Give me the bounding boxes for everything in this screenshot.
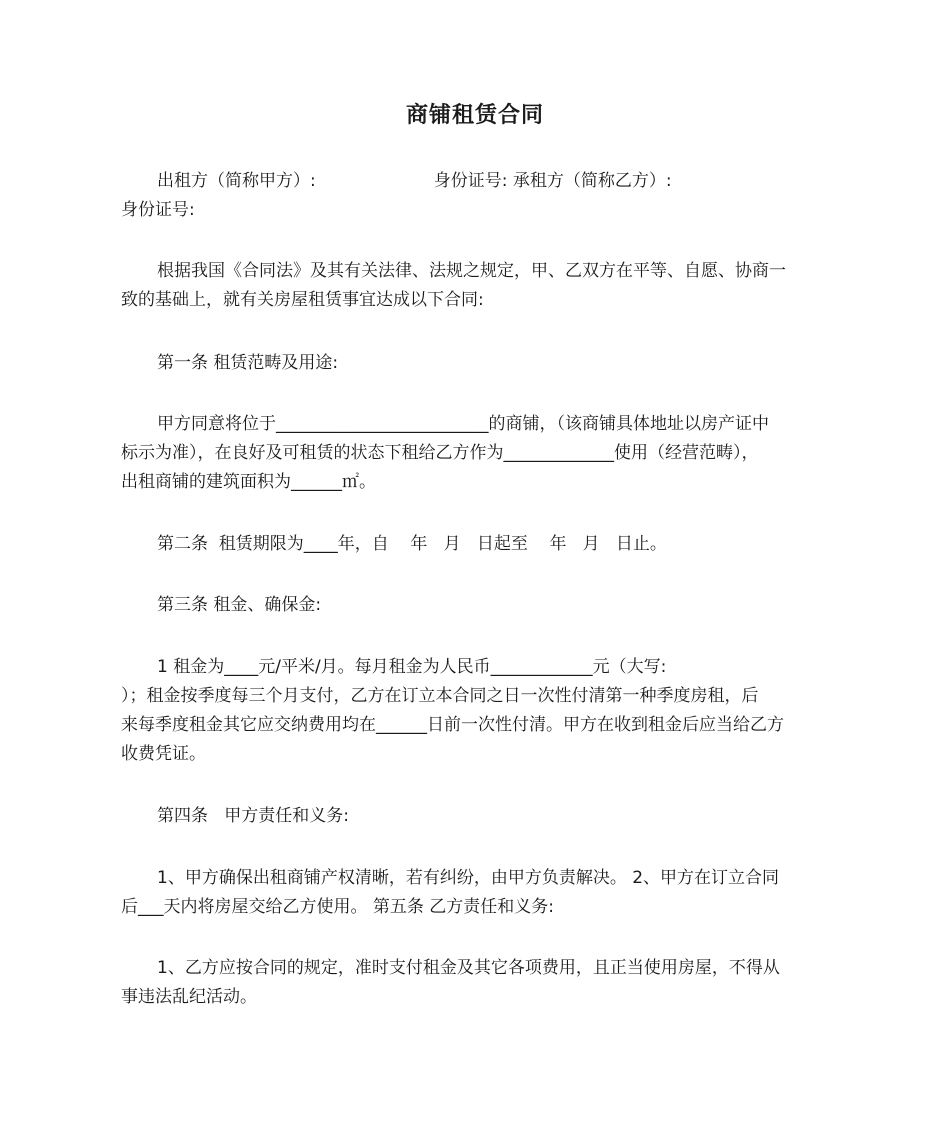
article-3-line-3: 来每季度租金其它应交纳费用均在______日前一次性付清。甲方在收到租金后应当给乙方 [121, 715, 784, 735]
article-3-line-2: ）；租金按季度每三个月支付，乙方在订立本合同之日一次性付清第一种季度房租，后 [121, 686, 759, 706]
article-1-line-1: 甲方同意将位于_________________________的商铺，（该商铺具体地址以房产证中 [157, 414, 769, 434]
article-3-line-4: 收费凭证。 [121, 744, 206, 764]
article-5-body [121, 954, 829, 1012]
article-5-line-2: 事违法乱纪活动。 [121, 987, 257, 1007]
article-4-body [121, 864, 829, 922]
article-4-line-2: 后___天内将房屋交给乙方使用。 第五条 乙方责任和义务: [121, 897, 555, 917]
article-1-body [121, 410, 829, 497]
document-title: 商铺租赁合同 [405, 103, 544, 128]
article-1-line-2: 标示为准），在良好及可租赁的状态下租给乙方作为_____________使用（经营范畴）， [121, 443, 759, 463]
parties-line-1 [121, 167, 829, 196]
intro-paragraph [121, 257, 829, 315]
article-3-heading: 第三条 租金、确保金: [157, 595, 322, 615]
intro-line-1: 根据我国《合同法》及其有关法律、法规之规定，甲、乙双方在平等、自愿、协商一 [157, 261, 786, 281]
parties-section [121, 167, 829, 225]
lessee-id-label: 身份证号: [121, 200, 195, 220]
article-3-body [121, 653, 829, 769]
lessor-label: 出租方（简称甲方）: [157, 171, 316, 191]
article-4-heading: 第四条 甲方责任和义务: [157, 806, 349, 826]
lessor-id-lessee-label: 身份证号: 承租方（简称乙方）: [433, 171, 672, 191]
article-4-line-1: 1、甲方确保出租商铺产权清晰，若有纠纷，由甲方负责解决。 2、甲方在订立合同 [157, 868, 780, 888]
article-2-heading: 第二条 租赁期限为____年，自 年 月 日起至 年 月 日止。 [157, 534, 667, 554]
article-3-line-1: 1 租金为____元/平米/月。每月租金为人民币____________元（大写: [157, 657, 667, 677]
article-1-heading: 第一条 租赁范畴及用途: [157, 353, 339, 373]
intro-line-2: 致的基础上，就有关房屋租赁事宜达成以下合同: [121, 290, 484, 310]
article-1-line-3: 出租商铺的建筑面积为______㎡。 [121, 472, 376, 492]
article-5-line-1: 1、乙方应按合同的规定，准时支付租金及其它各项费用，且正当使用房屋，不得从 [157, 958, 780, 978]
